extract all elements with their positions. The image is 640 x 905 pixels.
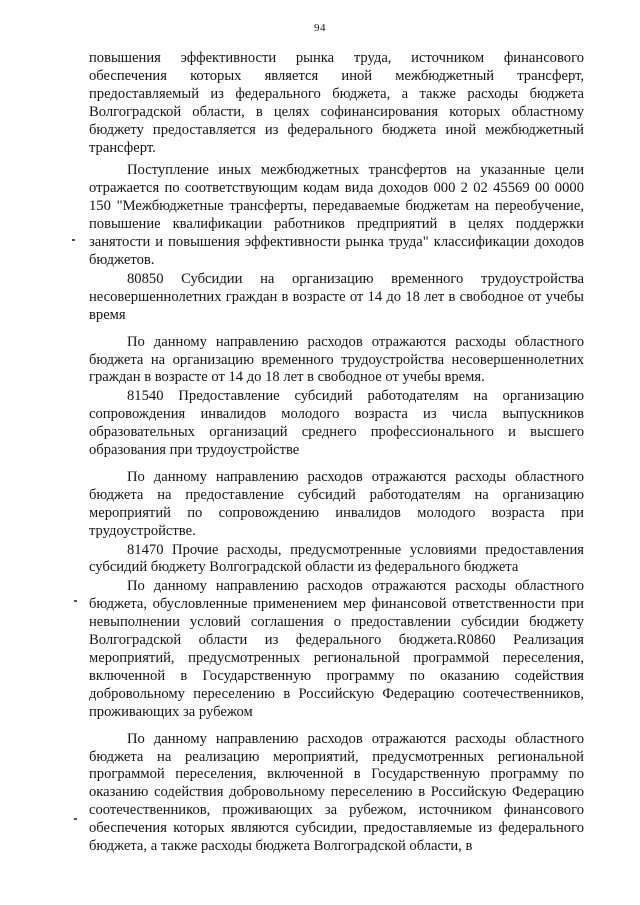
scan-speck <box>74 600 77 602</box>
document-body <box>89 50 584 856</box>
paragraph: повышения эффективности рынка труда, источником финансового обеспечения которых является иной межбюджетный трансферт, предоставляемый из федерального бюджета, а также расходы бюджета Волгоградской области, в целях софинансирования которых областному бюджету предоставляется из федерального бюджета иной межбюджетный трансферт. <box>89 50 584 156</box>
paragraph: По данному направлению расходов отражаются расходы областного бюджета на реализацию мероприятий, предусмотренных региональной программой переселения, включенной в Государственную программу по оказанию содействия добровольному переселению в Российскую Федерацию соотечественников, проживающих за рубежом, источником финансового обеспечения которых являются субсидии, предоставляемые из федерального бюджета, а также расходы бюджета Волгоградской области, в <box>89 730 584 855</box>
page-number: 94 <box>314 22 326 34</box>
paragraph: По данному направлению расходов отражаются расходы областного бюджета на предоставление субсидий работодателям на организацию мероприятий по сопровождению инвалидов молодого возраста при трудоустройстве. <box>89 468 584 539</box>
paragraph: Поступление иных межбюджетных трансфертов на указанные цели отражается по соответствующим кодам вида доходов 000 2 02 45569 00 0000 150 "Межбюджетные трансферты, передаваемые бюджетам на переобучение, повышение квалификации работников предприятий в целях поддержки занятости и повышения эффективности рынка труда" классификации доходов бюджетов. <box>89 162 584 268</box>
scan-speck <box>74 818 77 820</box>
paragraph: По данному направлению расходов отражаются расходы областного бюджета, обусловленные применением мер финансовой ответственности при невыполнении условий соглашения о предоставлении субсидии бюджету Волгоградской области из федерального бюджета.R0860 Реализация мероприятий, предусмотренных региональной программой переселения, включенной в Государственную программу по оказанию содействия добровольному переселению в Российскую Федерацию соотечественников, проживающих за рубежом <box>89 578 584 720</box>
section-heading: 81470 Прочие расходы, предусмотренные условиями предоставления субсидий бюджету Волгоградской области из федерального бюджета <box>89 541 584 576</box>
section-heading: 80850 Субсидии на организацию временного трудоустройства несовершеннолетних граждан в возрасте от 14 до 18 лет в свободное от учебы время <box>89 270 584 323</box>
paragraph: По данному направлению расходов отражаются расходы областного бюджета на организацию временного трудоустройства несовершеннолетних граждан в возрасте от 14 до 18 лет в свободное от учебы время. <box>89 333 584 386</box>
scan-speck <box>72 239 75 241</box>
section-heading: 81540 Предоставление субсидий работодателям на организацию сопровождения инвалидов молодого возраста из числа выпускников образовательных организаций среднего профессионального и высшего образования при трудоустройстве <box>89 388 584 459</box>
